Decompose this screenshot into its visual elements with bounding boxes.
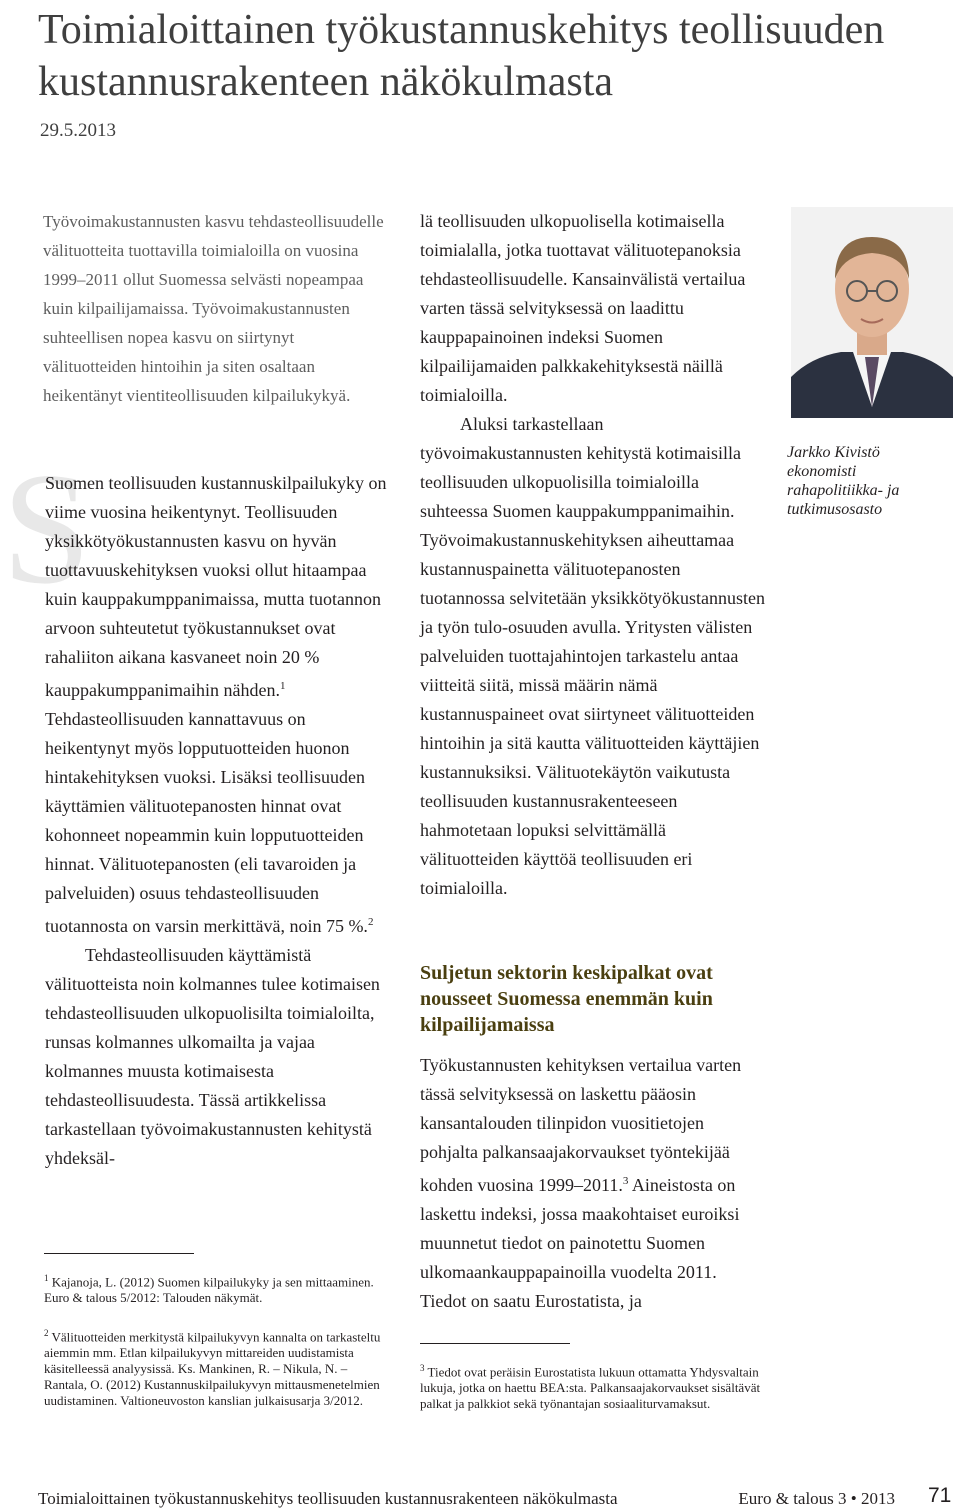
body-column-2-lower (420, 1051, 765, 1316)
section-heading: Suljetun sektorin keskipalkat ovat nousseet Suomessa enemmän kuin kilpailijamaissa (420, 962, 713, 1036)
article-lead: Työvoimakustannusten kasvu tehdasteollisuudelle välituotteita tuottavilla toimialoilla on vuosina 1999–2011 ollut Suomessa selvästi nopeampaa kuin kilpailijamaissa. Työvoimakustannusten suhteellisen nopea kasvu on siirtynyt välituotteiden hintoihin ja siten osaltaan heikentänyt vientiteollisuuden kilpailukykyä. (43, 212, 384, 405)
footnote-3-number: 3 (420, 1363, 425, 1373)
footnote-2-text: Välituotteiden merkitystä kilpailukyvyn kannalta on tarkasteltu aiemmin mm. Etlan kilpailukyvyn mittareiden uudistamista käsitelleessä analyysissä. Ks. Mankinen, R. – Nikula, N. – Rantala, O. (2012) Kustannuskilpailukyvyn mittausmenetelmien uudistaminen. Valtioneuvoston kanslian julkaisusarja 3/2012. (44, 1329, 381, 1409)
footnote-divider-right (420, 1343, 570, 1344)
footnote-3 (420, 1360, 765, 1412)
footnote-3-text: Tiedot ovat peräisin Eurostatista lukuun ottamatta Yhdysvaltain lukuja, jotka on haettu BEA:sta. Palkansaajakorvaukset sisältävät palkat ja palkkiot sekä työnantajan sosiaaliturvamaksut. (420, 1364, 761, 1412)
body-paragraph-3: lä teollisuuden ulkopuolisella kotimaisella toimialalla, jotka tuottavat välituotepanoksia tehdasteollisuudelle. Kansainvälistä vertailua varten tässä selvityksessä on laadittu kauppapainoinen indeksi Suomen kilpailijamaiden palkkakehityksestä näillä toimialoilla. (420, 211, 746, 405)
article-title: Toimialoittainen työkustannuskehitys teollisuuden kustannusrakenteen näkökulmasta (38, 7, 885, 105)
footnote-1-number: 1 (44, 1273, 49, 1283)
body-paragraph-4: Aluksi tarkastellaan työvoimakustannusten kehitystä kotimaisilla teollisuuden ulkopuolisilla toimialoilla suhteessa Suomen kauppakumppanimaihin. Työvoimakustannuskehityksen aiheuttamaa kustannuspainetta välituotepanosten tuotannossa selvitetään yksikkötyökustannusten ja työn tulo-osuuden avulla. Yritysten välisten palveluiden tuottajahintojen tarkastelu antaa viitteitä siitä, missä määrin nämä kustannuspaineet ovat siirtyneet välituotteiden hintoihin ja sitä kautta välituotteiden käyttäjien kustannuksiksi. Välituotekäytön vaikutusta teollisuuden kustannusrakenteeseen hahmotetaan lopuksi selvittämällä välituotteiden käyttöä teollisuuden eri toimialoilla. (420, 414, 765, 898)
drop-cap: S (2, 439, 91, 617)
footnote-ref-3: 3 (622, 1175, 629, 1187)
body-column-1 (45, 469, 390, 1173)
running-title: Toimialoittainen työkustannuskehitys teollisuuden kustannusrakenteen näkökulmasta (38, 1489, 618, 1508)
body-column-2 (420, 207, 765, 903)
footnote-2-number: 2 (44, 1328, 49, 1338)
author-caption (787, 443, 952, 519)
portrait-icon (791, 207, 953, 418)
body-paragraph-5: Työkustannusten kehityksen vertailua varten tässä selvityksessä on laskettu pääosin kansantalouden tilinpidon vuositietojen pohjalta palkansaajakorvaukset työntekijää kohden vuosina 1999–2011. (420, 1055, 742, 1195)
footnote-1 (44, 1270, 389, 1306)
page-number: 71 (928, 1484, 952, 1507)
body-paragraph-1: Suomen teollisuuden kustannuskilpailukyky on viime vuosina heikentynyt. Teollisuuden yksikkötyökustannusten kasvu on hyvän tuottavuuskehityksen vuoksi ollut hitaampaa kuin kauppakumppanimaissa, mutta tuotannon arvoon suhteutetut työkustannukset ovat rahaliiton aikana kasvaneet noin 20 % kauppakumppanimaihin nähden. (45, 473, 387, 700)
footnote-2 (44, 1325, 389, 1409)
author-portrait (791, 207, 953, 418)
body-paragraph-5-cont: Aineistosta on laskettu indeksi, jossa maakohtaiset euroiksi muunnetut tiedot on painotettu Suomen ulkomaankauppapainoilla vuodelta 2011. Tiedot on saatu Eurostatista, ja (420, 1175, 740, 1311)
article-date: 29.5.2013 (40, 120, 116, 141)
footnote-ref-1: 1 (279, 680, 286, 692)
author-title: ekonomisti (787, 463, 857, 480)
footnote-ref-2: 2 (367, 916, 374, 928)
body-paragraph-2: Tehdasteollisuuden käyttämistä välituotteista noin kolmannes tulee kotimaisen tehdasteollisuuden ulkopuolisilta toimialoilta, runsas kolmannes ulkomailta ja vajaa kolmannes muusta kotimaisesta tehdasteollisuudesta. Tässä artikkelissa tarkastellaan työvoimakustannusten kehitystä yhdeksäl- (45, 945, 380, 1168)
footnote-1-text: Kajanoja, L. (2012) Suomen kilpailukyky ja sen mittaaminen. Euro & talous 5/2012: Talouden näkymät. (44, 1274, 374, 1306)
publication-info: Euro & talous 3 • 2013 (738, 1489, 895, 1508)
author-department: rahapolitiikka- ja tutkimusosasto (787, 482, 900, 518)
author-name: Jarkko Kivistö (787, 444, 880, 461)
body-paragraph-1-cont: Tehdasteollisuuden kannattavuus on heikentynyt myös lopputuotteiden huonon hintakehityksen vuoksi. Lisäksi teollisuuden käyttämien välituotepanosten hinnat ovat kohonneet nopeammin kuin lopputuotteiden hinnat. Välituotepanosten (eli tavaroiden ja palveluiden) osuus tehdasteollisuuden tuotannosta on varsin merkittävä, noin 75 %. (45, 709, 368, 936)
footnote-divider-left (44, 1253, 194, 1254)
